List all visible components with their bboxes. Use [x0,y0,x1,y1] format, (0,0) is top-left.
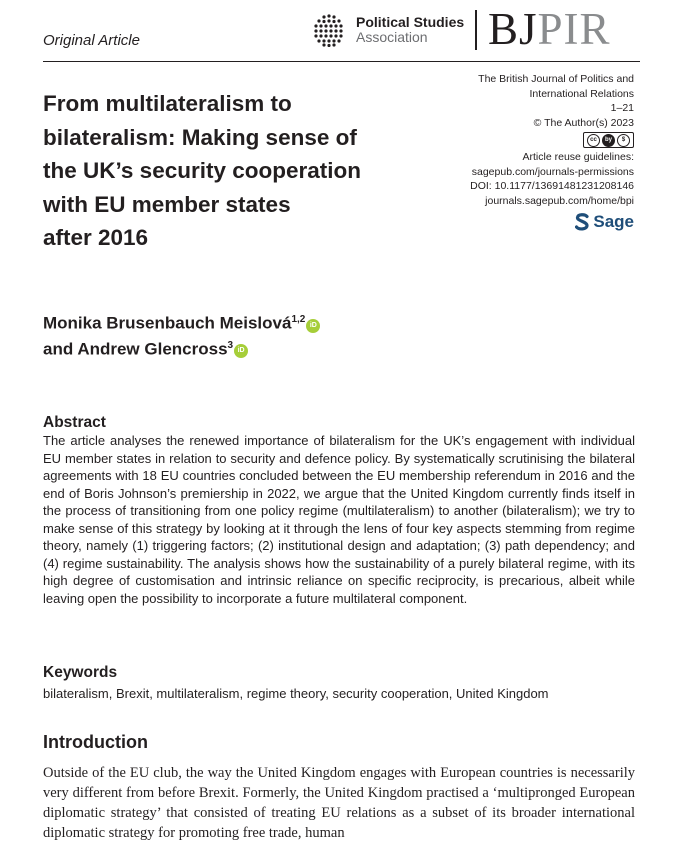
journal-name-line2: International Relations [529,87,634,100]
author-name: and Andrew Glencross [43,339,228,359]
introduction-heading: Introduction [43,732,148,752]
authors [43,309,320,360]
article-type-label: Original Article [43,32,140,49]
sage-s-icon [575,213,589,231]
reuse-label: Article reuse guidelines: [522,150,634,163]
psa-logo-icon [312,13,346,47]
psa-association: Association [356,29,428,45]
title-line: with EU member states [43,191,291,217]
article-info [470,72,634,209]
orcid-icon[interactable]: iD [234,344,248,358]
introduction-text: Outside of the EU club, the way the United Kingdom engages with European countries is necessarily very different from before Brexit. Formerly, the United Kingdom practised a ‘multipronged European diplomatic strategy’ that consisted of treating EU relations as a subset of its broader international diplomatic strategy for promoting free trade, human [43,765,635,841]
doi[interactable]: DOI: 10.1177/13691481231208146 [470,180,634,193]
page-range: 1–21 [610,102,634,115]
journal-abbr-light: PIR [537,4,611,54]
title-line: bilateralism: Making sense of [43,124,357,150]
abstract-heading: Abstract [43,414,106,431]
keywords-text: bilateralism, Brexit, multilateralism, regime theory, security cooperation, United Kingdom [43,686,549,701]
journal-logo [488,4,611,54]
keywords-heading: Keywords [43,664,118,681]
header-rule [43,61,640,62]
author-name: Monika Brusenbauch Meislová [43,313,292,333]
journal-link[interactable]: journals.sagepub.com/home/bpi [485,194,634,207]
sage-logo [575,212,634,232]
title-line: From multilateralism to [43,91,292,116]
psa-name: Political Studies [356,14,465,30]
author-affiliation: 1,2 [291,314,306,325]
article-title [43,87,433,255]
journal-name-line1: The British Journal of Politics and [478,73,634,85]
creative-commons-icon: cc by $ [583,132,634,148]
reuse-link[interactable]: sagepub.com/journals-permissions [471,165,634,178]
orcid-icon[interactable]: iD [306,319,320,333]
title-line: the UK’s security cooperation [43,158,361,183]
psa-wordmark [356,15,464,45]
copyright: © The Author(s) 2023 [533,117,634,130]
header-divider [475,10,477,50]
title-line: after 2016 [43,225,149,250]
author-affiliation: 3 [227,339,234,351]
journal-abbr-bold: BJ [488,4,538,54]
abstract-text: The article analyses the renewed importance of bilateralism for the UK’s engagement with individual EU member states in relation to security and defence policy. By systematically scrutinising the bilateral agreements with 18 EU countries concluded between the EU membership referendum in 2016 and the end of Boris Johnson’s premiership in 2022, we argue that the United Kingdom currently finds itself in the process of transitioning from one policy regime (multilateralism) to another (bilateralism); we try to make sense of this strategy by looking at it through the lens of four key aspects stemming from regime theory, namely (1) triggering factors; (2) institutional design and adaptation; (3) path dependency; and (4) regime sustainability. The analysis shows how the sustainability of a purely bilateral regime, with its high degree of customisation and intrinsic reliance on specific reciprocity, is precarious, albeit while leaving open the possibility to incorporate a future multilateral component. [43,433,635,606]
sage-wordmark: Sage [593,212,634,231]
